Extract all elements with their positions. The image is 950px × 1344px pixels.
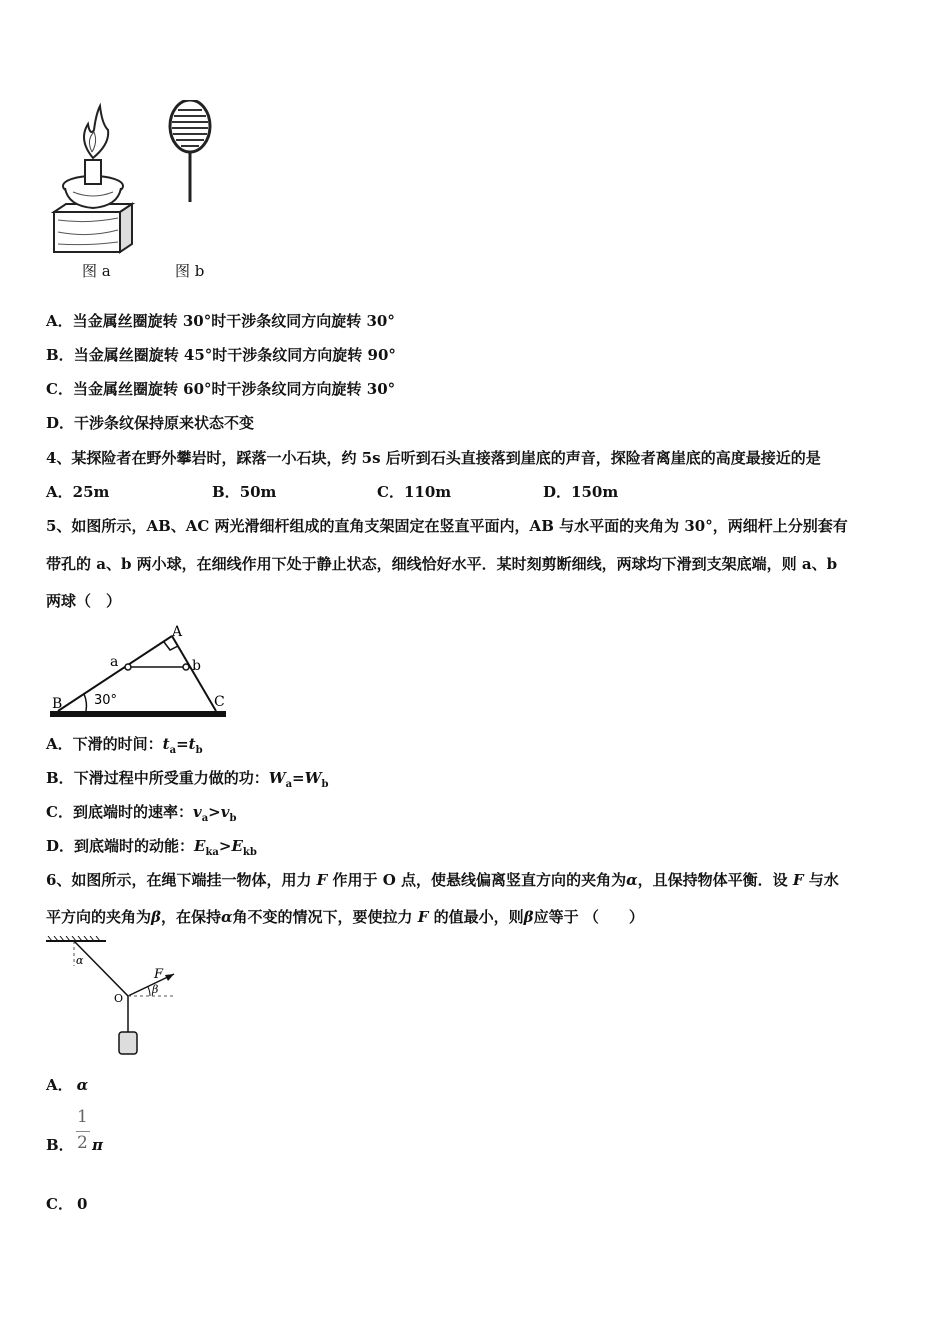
q5-label-a: a [110,654,119,670]
q5-option-d: D．到底端时的动能：$E_{ka}>E_{kb}$ [46,837,257,858]
q4-option-d: D．150m [543,483,619,501]
q5-stem-line3: 两球（ ） [46,592,122,610]
q5-stem-line1: 5、如图所示，AB、AC 两光滑细杆组成的直角支架固定在竖直平面内，AB 与水平面的夹角为 30°，两细杆上分别套有 [46,517,848,535]
q5-label-B: B [52,696,63,712]
q6-option-b-denominator: 2 [77,1133,88,1153]
q6-point-o-label: O [114,992,124,1005]
q5-option-a: A．下滑的时间：$t_a=t_b$ [46,735,203,756]
q4-option-b: B．50m [212,483,277,501]
q3-option-d: D．干涉条纹保持原来状态不变 [46,414,255,432]
q6-option-b-label: B． [46,1136,74,1154]
figure-a-caption: 图 a [82,262,111,280]
q3-option-b: B．当金属丝圈旋转 45°时干涉条纹同方向旋转 90° [46,346,396,364]
q6-alpha-label: α [76,954,84,967]
q5-label-A: A [172,624,183,640]
q6-beta-label: β [152,983,159,996]
q6-stem-line1: 6、如图所示，在绳下端挂一物体，用力 F 作用于 O 点，使悬线偏离竖直方向的夹角为α，且保持物体平衡．设 F 与水 [46,871,839,889]
q6-option-c: C． 0 [46,1195,88,1213]
q6-option-b-fraction-bar [76,1131,90,1132]
q6-force-label: F [154,967,164,982]
q4-stem: 4、某探险者在野外攀岩时，踩落一小石块，约 5s 后听到石头直接落到崖底的声音，探险者离崖底的高度最接近的是 [46,449,821,467]
q6-option-b-pi: π [92,1136,103,1154]
figure-b-caption: 图 b [175,262,205,280]
q5-label-C: C [214,694,225,710]
q4-option-a: A．25m [46,483,110,501]
q6-hanging-mass-diagram [44,936,184,1060]
q6-option-b-numerator: 1 [77,1107,88,1127]
q5-option-c: C．到底端时的速率：$v_a>v_b$ [46,803,237,824]
q3-option-a: A．当金属丝圈旋转 30°时干涉条纹同方向旋转 30° [46,312,395,330]
q4-option-c: C．110m [377,483,452,501]
q6-option-a: A． α [46,1076,89,1094]
q5-angle-label: 30° [94,693,118,708]
q5-stem-line2: 带孔的 a、b 两小球，在细线作用下处于静止状态，细线恰好水平．某时刻剪断细线，两球均下滑到支架底端，则 a、b [46,555,838,573]
q5-option-b: B．下滑过程中所受重力做的功：$W_a=W_b$ [46,769,329,790]
q6-stem-line2: 平方向的夹角为β，在保持α角不变的情况下，要使拉力 F 的值最小，则β应等于 （ ） [46,908,644,926]
q5-right-angle-frame-diagram [46,622,236,722]
q3-option-c: C．当金属丝圈旋转 60°时干涉条纹同方向旋转 30° [46,380,396,398]
figure-lamp-and-wire-loop [48,100,238,260]
q5-label-b: b [192,658,201,674]
